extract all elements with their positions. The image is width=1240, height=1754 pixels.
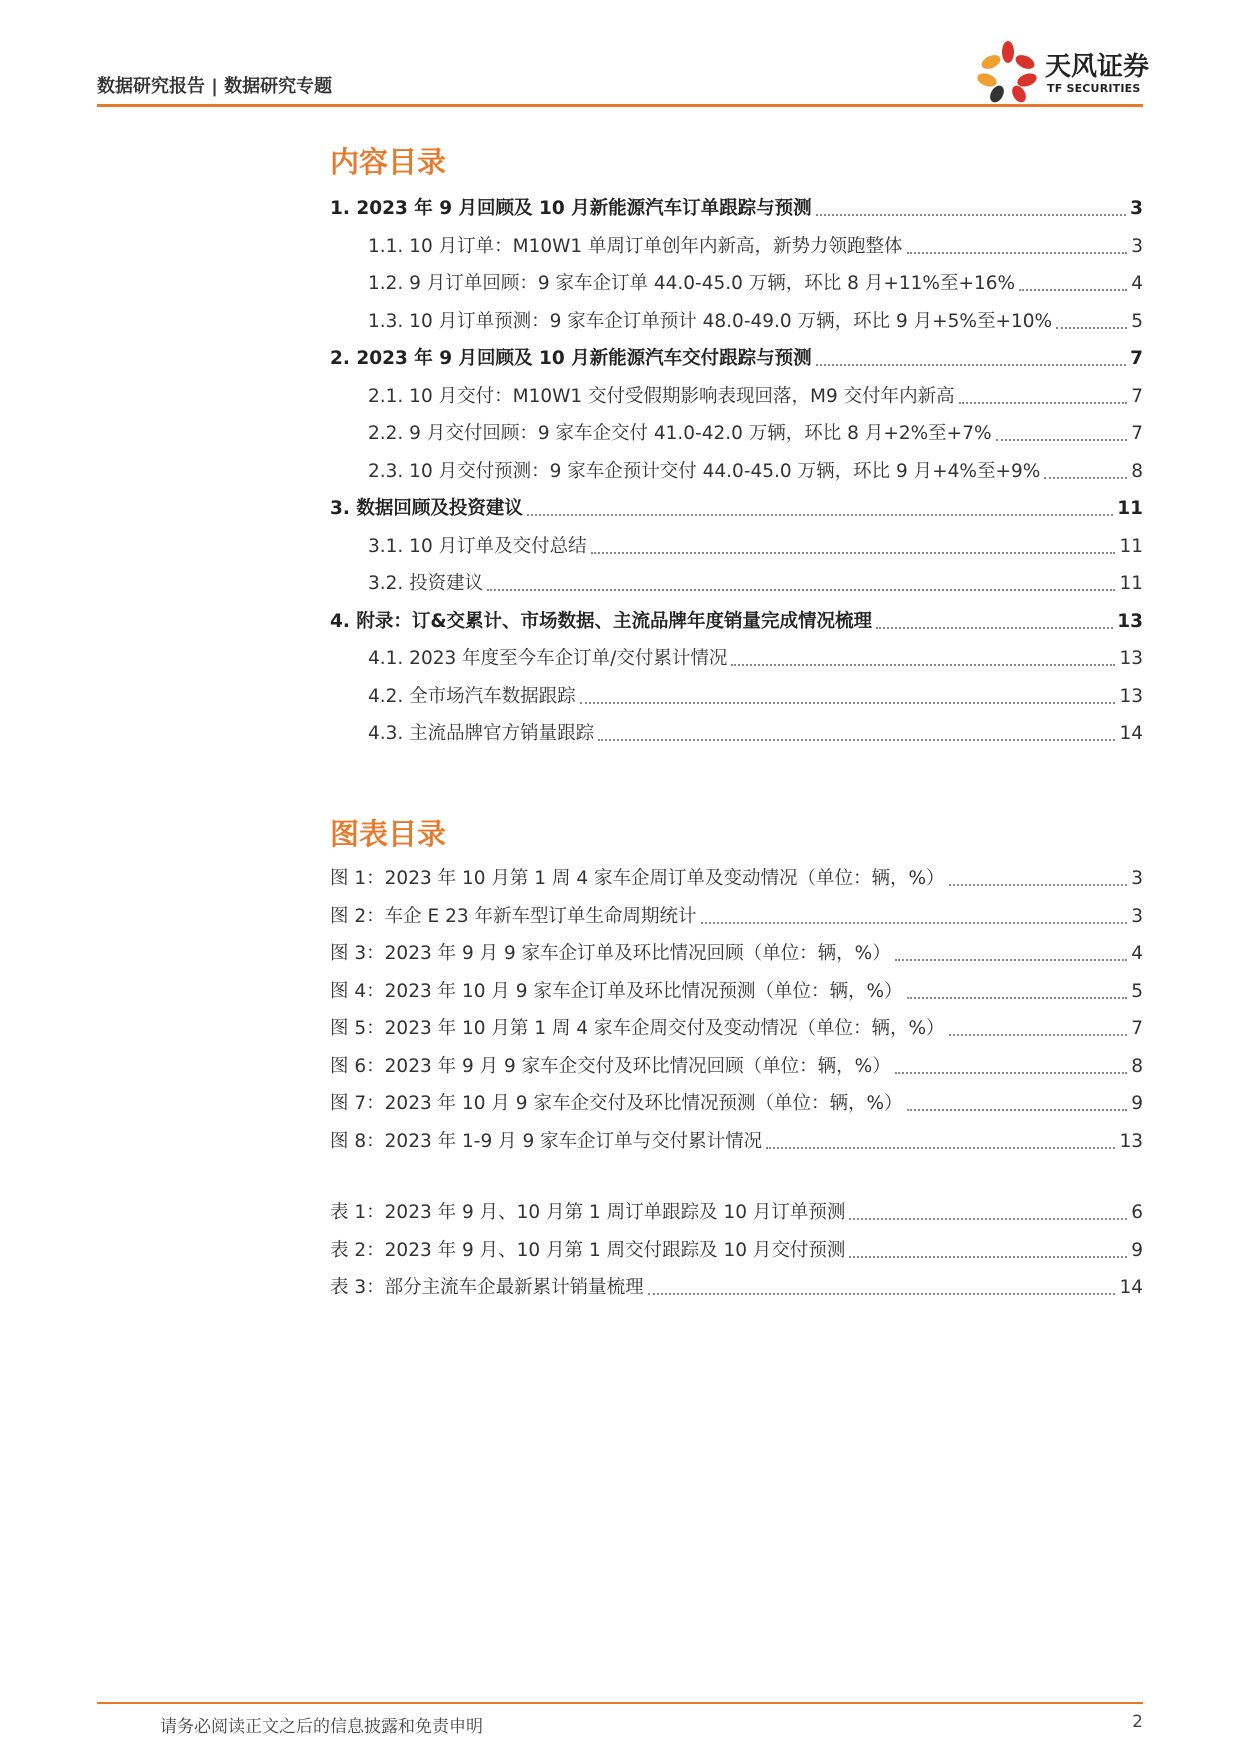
toc-entry[interactable] (330, 192, 1143, 222)
toc-entry-page: 14 (1119, 723, 1143, 744)
toc-leader-dots (959, 402, 1128, 404)
toc-leader-dots (907, 1109, 1128, 1111)
logo-petals-icon (975, 40, 1041, 104)
toc-leader-dots (895, 959, 1127, 961)
toc-entry[interactable] (368, 530, 1143, 560)
toc-entry-page: 13 (1119, 648, 1143, 669)
toc-entry-page: 7 (1131, 423, 1143, 444)
toc-leader-dots (849, 1256, 1127, 1258)
toc-entry-page: 7 (1131, 385, 1143, 407)
toc-entry-title: 4.2. 全市场汽车数据跟踪 (368, 685, 576, 707)
toc-entry[interactable] (330, 342, 1143, 372)
toc-entry-page: 8 (1131, 460, 1143, 482)
toc-leader-dots (1056, 327, 1127, 329)
toc-leader-dots (527, 514, 1113, 516)
toc-entry[interactable] (368, 267, 1143, 297)
toc-entry-title: 2.1. 10 月交付：M10W1 交付受假期影响表现回落，M9 交付年内新高 (368, 385, 955, 407)
toc-leader-dots (849, 1218, 1127, 1220)
toc-entry[interactable] (330, 1012, 1143, 1042)
toc-entry[interactable] (330, 975, 1143, 1005)
toc-entry-title: 2. 2023 年 9 月回顾及 10 月新能源汽车交付跟踪与预测 (330, 348, 812, 369)
toc-entry[interactable] (368, 642, 1143, 672)
toc-entry[interactable] (368, 717, 1143, 747)
contents-title: 内容目录 (330, 145, 447, 179)
toc-entry-title: 3.1. 10 月订单及交付总结 (368, 535, 587, 557)
toc-entry[interactable] (330, 1087, 1143, 1117)
toc-entry[interactable] (330, 1050, 1143, 1080)
toc-entry-title: 图 4：2023 年 10 月 9 家车企订单及环比情况预测（单位：辆，%） (330, 980, 903, 1002)
toc-entry[interactable] (368, 417, 1143, 447)
toc-entry-title: 表 3：部分主流车企最新累计销量梳理 (330, 1277, 644, 1298)
footer-divider (97, 1702, 1143, 1704)
toc-entry-page: 3 (1130, 198, 1143, 219)
toc-entry[interactable] (368, 455, 1143, 485)
toc-entry-title: 1.2. 9 月订单回顾：9 家车企订单 44.0-45.0 万辆，环比 8 月+11%至+16% (368, 273, 1016, 294)
toc-leader-dots (731, 664, 1115, 666)
toc-entry[interactable] (368, 567, 1143, 597)
toc-entry-title: 图 5：2023 年 10 月第 1 周 4 家车企周交付及变动情况（单位：辆，%） (330, 1018, 945, 1039)
toc-entry[interactable] (330, 1125, 1143, 1155)
toc-entry-page: 3 (1131, 235, 1143, 257)
toc-entry[interactable] (368, 305, 1143, 335)
toc-leader-dots (816, 214, 1126, 216)
report-category: 数据研究报告 | 数据研究专题 (97, 76, 333, 97)
toc-leader-dots (487, 589, 1115, 591)
toc-entry-page: 9 (1131, 1093, 1143, 1114)
toc-entry-title: 2.2. 9 月交付回顾：9 家车企交付 41.0-42.0 万辆，环比 8 月+2%至+7% (368, 423, 992, 444)
toc-entry-title: 图 1：2023 年 10 月第 1 周 4 家车企周订单及变动情况（单位：辆，%） (330, 868, 945, 889)
toc-leader-dots (648, 1293, 1116, 1295)
toc-entry-page: 8 (1131, 1055, 1143, 1077)
toc-entry-title: 3.2. 投资建议 (368, 573, 484, 594)
toc-entry-page: 6 (1131, 1202, 1143, 1223)
toc-entry[interactable] (330, 1196, 1143, 1226)
toc-entry-page: 9 (1131, 1239, 1143, 1261)
toc-entry-title: 1. 2023 年 9 月回顾及 10 月新能源汽车订单跟踪与预测 (330, 198, 812, 219)
toc-leader-dots (996, 439, 1128, 441)
toc-leader-dots (580, 702, 1116, 704)
toc-entry-page: 11 (1119, 573, 1143, 594)
toc-leader-dots (907, 997, 1128, 999)
toc-entry-title: 4.3. 主流品牌官方销量跟踪 (368, 723, 595, 744)
toc-entry-page: 13 (1119, 1130, 1143, 1152)
toc-entry-title: 3. 数据回顾及投资建议 (330, 498, 523, 519)
toc-entry-title: 4.1. 2023 年度至今车企订单/交付累计情况 (368, 648, 728, 669)
toc-leader-dots (766, 1147, 1115, 1149)
toc-leader-dots (1044, 477, 1127, 479)
toc-entry[interactable] (368, 230, 1143, 260)
toc-entry-page: 3 (1131, 868, 1143, 889)
toc-entry-title: 4. 附录：订&交累计、市场数据、主流品牌年度销量完成情况梳理 (330, 610, 872, 632)
toc-leader-dots (598, 739, 1115, 741)
page-number: 2 (1132, 1712, 1143, 1732)
toc-entry-page: 5 (1131, 980, 1143, 1002)
logo-text-cn: 天风证券 (1045, 52, 1150, 82)
toc-entry-page: 13 (1119, 685, 1143, 707)
toc-entry[interactable] (368, 380, 1143, 410)
toc-entry-page: 7 (1131, 1018, 1143, 1039)
toc-entry-title: 图 7：2023 年 10 月 9 家车企交付及环比情况预测（单位：辆，%） (330, 1093, 903, 1114)
toc-leader-dots (591, 552, 1116, 554)
header-divider (97, 104, 1143, 107)
toc-leader-dots (949, 884, 1128, 886)
figures-title: 图表目录 (330, 817, 447, 851)
toc-entry[interactable] (330, 492, 1143, 522)
toc-leader-dots (907, 252, 1128, 254)
toc-leader-dots (1019, 289, 1127, 291)
toc-leader-dots (949, 1034, 1128, 1036)
toc-entry-title: 图 3：2023 年 9 月 9 家车企订单及环比情况回顾（单位：辆，%） (330, 943, 891, 964)
toc-entry-page: 11 (1117, 498, 1143, 519)
toc-entry-page: 14 (1119, 1277, 1143, 1298)
toc-leader-dots (876, 627, 1113, 629)
toc-entry-page: 11 (1119, 535, 1143, 557)
toc-entry[interactable] (330, 937, 1143, 967)
toc-entry-title: 图 6：2023 年 9 月 9 家车企交付及环比情况回顾（单位：辆，%） (330, 1055, 891, 1077)
toc-entry[interactable] (330, 900, 1143, 930)
logo-text-en: TF SECURITIES (1047, 82, 1141, 95)
toc-entry-title: 表 1：2023 年 9 月、10 月第 1 周订单跟踪及 10 月订单预测 (330, 1202, 846, 1223)
toc-entry-page: 4 (1131, 273, 1143, 294)
toc-entry[interactable] (330, 1271, 1143, 1301)
toc-leader-dots (895, 1072, 1127, 1074)
toc-entry-page: 7 (1130, 348, 1143, 369)
toc-entry-title: 1.1. 10 月订单：M10W1 单周订单创年内新高，新势力领跑整体 (368, 235, 903, 257)
toc-entry-title: 1.3. 10 月订单预测：9 家车企订单预计 48.0-49.0 万辆，环比 9 月+5%至+10% (368, 310, 1053, 332)
toc-leader-dots (701, 922, 1128, 924)
toc-entry[interactable] (330, 605, 1143, 635)
toc-entry-page: 3 (1131, 905, 1143, 927)
toc-entry-page: 5 (1131, 310, 1143, 332)
toc-entry-title: 表 2：2023 年 9 月、10 月第 1 周交付跟踪及 10 月交付预测 (330, 1239, 846, 1261)
toc-entry-title: 图 8：2023 年 1-9 月 9 家车企订单与交付累计情况 (330, 1130, 763, 1152)
toc-leader-dots (816, 364, 1126, 366)
tf-securities-logo (975, 40, 1150, 104)
toc-entry[interactable] (368, 680, 1143, 710)
toc-entry[interactable] (330, 1234, 1143, 1264)
toc-entry[interactable] (330, 862, 1143, 892)
toc-entry-title: 2.3. 10 月交付预测：9 家车企预计交付 44.0-45.0 万辆，环比 9 月+4%至+9% (368, 460, 1041, 482)
toc-entry-page: 13 (1117, 610, 1143, 632)
toc-entry-title: 图 2：车企 E 23 年新车型订单生命周期统计 (330, 905, 697, 927)
footer-disclaimer: 请务必阅读正文之后的信息披露和免责申明 (160, 1717, 483, 1737)
toc-entry-page: 4 (1131, 943, 1143, 964)
